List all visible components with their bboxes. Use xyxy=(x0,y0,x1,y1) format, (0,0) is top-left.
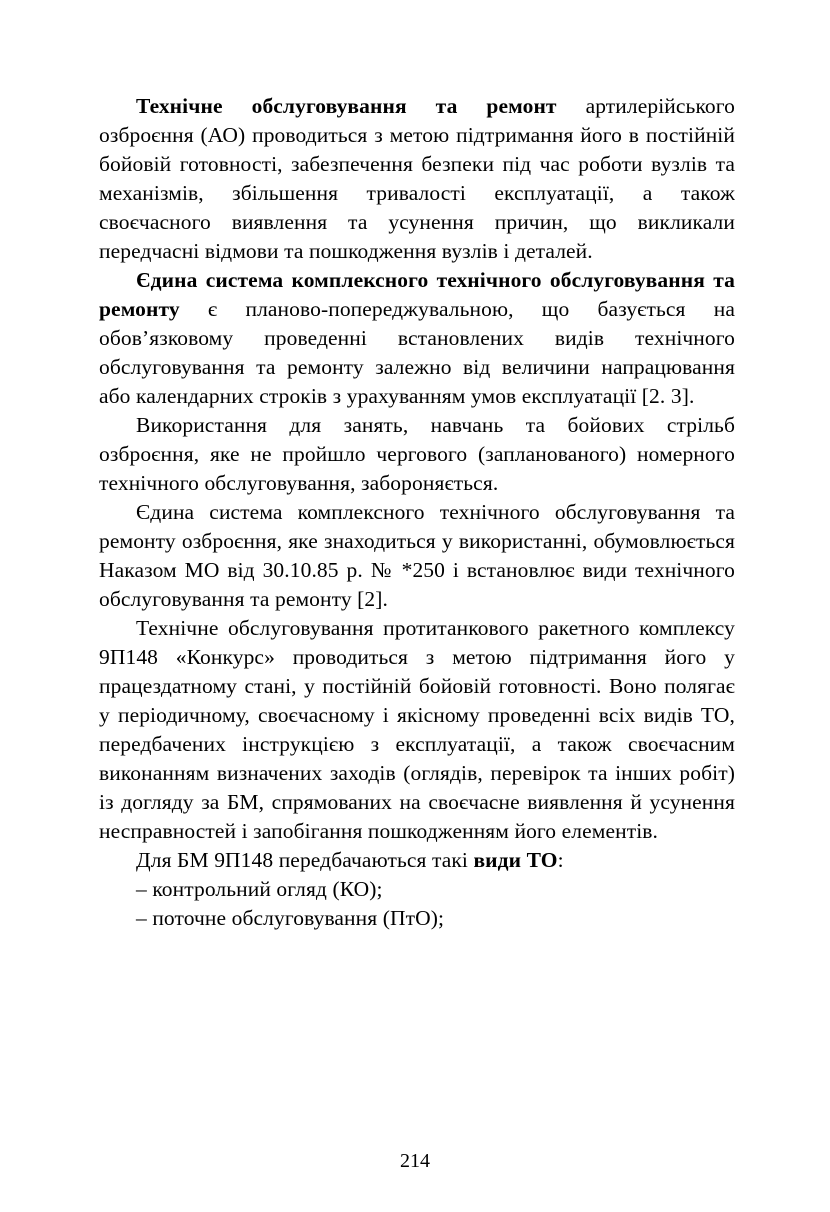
page-body-text xyxy=(99,92,735,933)
page-number: 214 xyxy=(400,1150,430,1172)
paragraph-to-types-intro xyxy=(99,846,735,875)
paragraph-unified-system xyxy=(99,266,735,411)
paragraph-usage-prohibition: Використання для занять, навчань та бойових стрільб озброєння, яке не пройшло чергового (запланованого) номерного технічного обслуговування, забороняється. xyxy=(99,413,735,495)
paragraph-bold-inline: види ТО xyxy=(473,848,558,872)
paragraph-order-mo: Єдина система комплексного технічного обслуговування та ремонту озброєння, яке знаходиться у використанні, обумовлюється Наказом МО від 30.10.85 р. № *250 і встановлює види технічного обслуговування та ремонту [2]. xyxy=(99,500,735,611)
list-item-current-maintenance: – поточне обслуговування (ПтО); xyxy=(136,906,445,930)
paragraph-bold-lead: Єдина система комплексного технічного обслуговування та ремонту xyxy=(99,268,735,321)
paragraph-text: Для БМ 9П148 передбачаються такі xyxy=(136,848,474,872)
paragraph-text: : xyxy=(557,848,564,872)
paragraph-text: артилерійського озброєння (АО) проводиться з метою підтримання його в постійній бойовій готовності, забезпечення безпеки під час роботи вузлів та механізмів, збільшення тривалості експлуатації, а також своєчасного виявлення та усунення причин, що викликали передчасні відмови та пошкодження вузлів і деталей. xyxy=(99,94,735,263)
paragraph-bold-lead: Технічне обслуговування та ремонт xyxy=(136,94,557,118)
paragraph-9p148-maintenance: Технічне обслуговування протитанкового ракетного комплексу 9П148 «Конкурс» проводиться з метою підтримання його у працездатному стані, у постійній бойовій готовності. Воно полягає у періодичному, своєчасному і якісному проведенні всіх видів ТО, передбачених інструкцією з експлуатації, а також своєчасним виконанням визначених заходів (оглядів, перевірок та інших робіт) із догляду за БМ, спрямованих на своєчасне виявлення й усунення несправностей і запобігання пошкодженням його елементів. xyxy=(99,616,735,843)
paragraph-maintenance-definition xyxy=(99,92,735,266)
paragraph-text: є планово-попереджувальною, що базується на обов’язковому проведенні встановлених видів технічного обслуговування та ремонту залежно від величини напрацювання або календарних строків з урахуванням умов експлуатації [2. 3]. xyxy=(99,297,735,408)
list-item-control-inspection: – контрольний огляд (КО); xyxy=(136,877,383,901)
